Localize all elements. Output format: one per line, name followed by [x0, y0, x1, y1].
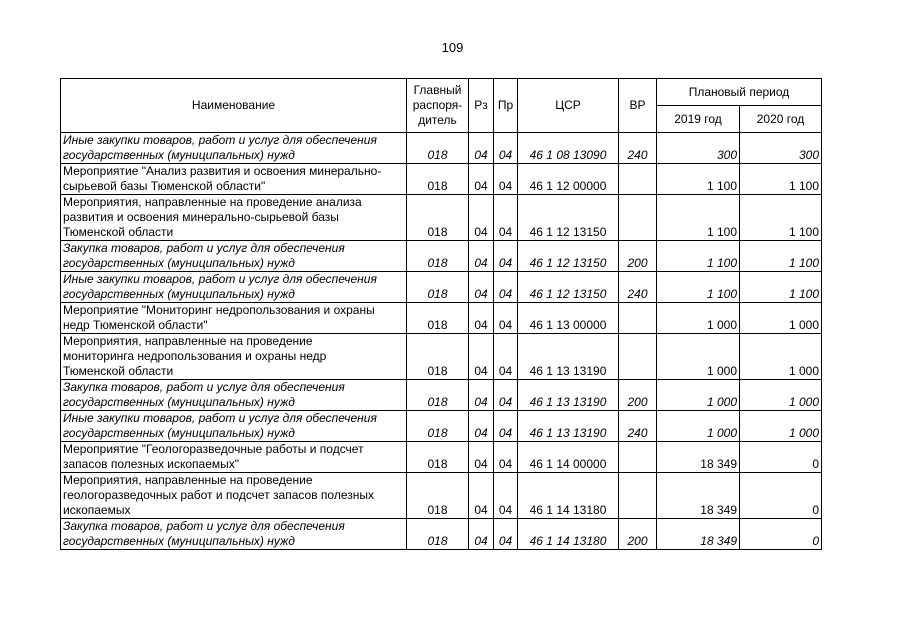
row-pr: 04 [494, 380, 518, 411]
row-name [61, 133, 407, 164]
row-2019: 18 349 [657, 442, 740, 473]
row-pr: 04 [494, 272, 518, 303]
row-csr: 46 1 12 00000 [518, 164, 619, 195]
row-vr [619, 303, 657, 334]
row-rz: 04 [469, 195, 494, 241]
row-2020: 1 100 [740, 241, 822, 272]
row-vr: 200 [619, 380, 657, 411]
row-name-line: государственных (муниципальных) нужд [63, 395, 295, 409]
table-row [61, 442, 822, 473]
row-name-line: ископаемых [63, 503, 131, 517]
row-pr: 04 [494, 442, 518, 473]
row-main-manager: 018 [407, 519, 469, 550]
header-name: Наименование [61, 79, 407, 133]
row-main-manager: 018 [407, 303, 469, 334]
row-name-line: развития и освоения минерально-сырьевой базы [63, 210, 339, 224]
row-name [61, 334, 407, 380]
row-name-line: Иные закупки товаров, работ и услуг для обеспечения [63, 133, 377, 147]
row-rz: 04 [469, 411, 494, 442]
table-row [61, 411, 822, 442]
table-row [61, 241, 822, 272]
header-rz: Рз [469, 79, 494, 133]
row-main-manager: 018 [407, 133, 469, 164]
row-csr: 46 1 13 13190 [518, 380, 619, 411]
row-2019: 1 100 [657, 272, 740, 303]
row-name-line: Мероприятие "Анализ развития и освоения минерально- [63, 164, 382, 178]
row-name [61, 195, 407, 241]
row-pr: 04 [494, 195, 518, 241]
row-rz: 04 [469, 442, 494, 473]
row-2020: 1 000 [740, 303, 822, 334]
page-number: 109 [441, 40, 464, 55]
row-name-line: Закупка товаров, работ и услуг для обеспечения [63, 519, 345, 533]
row-name-line: запасов полезных ископаемых" [63, 457, 240, 471]
header-main-manager: Главный распоря- дитель [407, 79, 469, 133]
row-2020: 300 [740, 133, 822, 164]
row-vr [619, 334, 657, 380]
row-csr: 46 1 12 13150 [518, 195, 619, 241]
row-rz: 04 [469, 334, 494, 380]
row-main-manager: 018 [407, 473, 469, 519]
row-pr: 04 [494, 473, 518, 519]
row-vr [619, 164, 657, 195]
row-name-line: государственных (муниципальных) нужд [63, 534, 295, 548]
header-csr: ЦСР [518, 79, 619, 133]
row-name-line: геологоразведочных работ и подсчет запасов полезных [63, 488, 374, 502]
row-csr: 46 1 13 00000 [518, 303, 619, 334]
row-vr [619, 195, 657, 241]
row-name-line: государственных (муниципальных) нужд [63, 426, 295, 440]
row-name-line: Мероприятие "Геологоразведочные работы и подсчет [63, 442, 364, 456]
table-row [61, 380, 822, 411]
table-row [61, 473, 822, 519]
row-2019: 18 349 [657, 473, 740, 519]
row-2019: 300 [657, 133, 740, 164]
row-name-line: недр Тюменской области" [63, 318, 208, 332]
row-pr: 04 [494, 303, 518, 334]
row-2020: 0 [740, 519, 822, 550]
row-2019: 1 000 [657, 380, 740, 411]
row-main-manager: 018 [407, 334, 469, 380]
row-main-manager: 018 [407, 442, 469, 473]
row-name-line: Иные закупки товаров, работ и услуг для обеспечения [63, 272, 377, 286]
row-rz: 04 [469, 164, 494, 195]
row-csr: 46 1 12 13150 [518, 272, 619, 303]
row-vr: 240 [619, 272, 657, 303]
table-row [61, 519, 822, 550]
row-2019: 1 100 [657, 164, 740, 195]
row-csr: 46 1 14 00000 [518, 442, 619, 473]
budget-table [60, 78, 822, 550]
row-2020: 1 100 [740, 164, 822, 195]
row-name-line: Тюменской области [63, 225, 174, 239]
row-name-line: Мероприятия, направленные на проведение [63, 473, 313, 487]
row-name-line: государственных (муниципальных) нужд [63, 148, 295, 162]
row-rz: 04 [469, 519, 494, 550]
table-row [61, 133, 822, 164]
row-main-manager: 018 [407, 195, 469, 241]
header-vr: ВР [619, 79, 657, 133]
row-pr: 04 [494, 519, 518, 550]
row-name [61, 442, 407, 473]
row-2020: 0 [740, 442, 822, 473]
table-row [61, 303, 822, 334]
row-pr: 04 [494, 164, 518, 195]
row-name [61, 272, 407, 303]
row-vr: 240 [619, 411, 657, 442]
row-vr: 200 [619, 519, 657, 550]
row-csr: 46 1 14 13180 [518, 519, 619, 550]
row-rz: 04 [469, 241, 494, 272]
row-name-line: государственных (муниципальных) нужд [63, 287, 295, 301]
row-name [61, 473, 407, 519]
row-name [61, 411, 407, 442]
row-csr: 46 1 08 13090 [518, 133, 619, 164]
row-name [61, 164, 407, 195]
row-name-line: мониторинга недропользования и охраны недр [63, 349, 327, 363]
table-row [61, 334, 822, 380]
row-2019: 1 000 [657, 411, 740, 442]
table-row [61, 195, 822, 241]
row-name-line: Мероприятия, направленные на проведение [63, 334, 313, 348]
row-2020: 1 000 [740, 411, 822, 442]
row-csr: 46 1 14 13180 [518, 473, 619, 519]
row-csr: 46 1 13 13190 [518, 334, 619, 380]
row-vr: 240 [619, 133, 657, 164]
row-name-line: сырьевой базы Тюменской области" [63, 179, 266, 193]
row-2019: 1 100 [657, 195, 740, 241]
row-2019: 1 000 [657, 334, 740, 380]
row-main-manager: 018 [407, 380, 469, 411]
row-pr: 04 [494, 334, 518, 380]
row-name [61, 303, 407, 334]
row-csr: 46 1 12 13150 [518, 241, 619, 272]
header-year-2020: 2020 год [740, 106, 822, 133]
row-name [61, 241, 407, 272]
row-vr [619, 442, 657, 473]
row-main-manager: 018 [407, 164, 469, 195]
row-name [61, 380, 407, 411]
row-name-line: Тюменской области [63, 364, 174, 378]
row-name-line: Закупка товаров, работ и услуг для обеспечения [63, 241, 345, 255]
row-pr: 04 [494, 411, 518, 442]
row-main-manager: 018 [407, 272, 469, 303]
row-2020: 1 000 [740, 380, 822, 411]
header-pr: Пр [494, 79, 518, 133]
row-name-line: Закупка товаров, работ и услуг для обеспечения [63, 380, 345, 394]
row-pr: 04 [494, 133, 518, 164]
row-name-line: Иные закупки товаров, работ и услуг для обеспечения [63, 411, 377, 425]
row-2020: 1 000 [740, 334, 822, 380]
row-main-manager: 018 [407, 411, 469, 442]
table-row [61, 164, 822, 195]
row-vr [619, 473, 657, 519]
header-planned-period: Плановый период [657, 79, 822, 106]
row-2019: 1 000 [657, 303, 740, 334]
row-name-line: государственных (муниципальных) нужд [63, 256, 295, 270]
row-name-line: Мероприятие "Мониторинг недропользования и охраны [63, 303, 375, 317]
row-2019: 1 100 [657, 241, 740, 272]
row-pr: 04 [494, 241, 518, 272]
header-year-2019: 2019 год [657, 106, 740, 133]
row-name-line: Мероприятия, направленные на проведение анализа [63, 195, 362, 209]
row-2020: 1 100 [740, 272, 822, 303]
row-rz: 04 [469, 380, 494, 411]
row-rz: 04 [469, 303, 494, 334]
row-2019: 18 349 [657, 519, 740, 550]
row-main-manager: 018 [407, 241, 469, 272]
row-rz: 04 [469, 473, 494, 519]
row-2020: 1 100 [740, 195, 822, 241]
table-row [61, 272, 822, 303]
row-2020: 0 [740, 473, 822, 519]
row-name [61, 519, 407, 550]
row-csr: 46 1 13 13190 [518, 411, 619, 442]
row-vr: 200 [619, 241, 657, 272]
row-rz: 04 [469, 272, 494, 303]
table-body [61, 133, 822, 550]
row-rz: 04 [469, 133, 494, 164]
